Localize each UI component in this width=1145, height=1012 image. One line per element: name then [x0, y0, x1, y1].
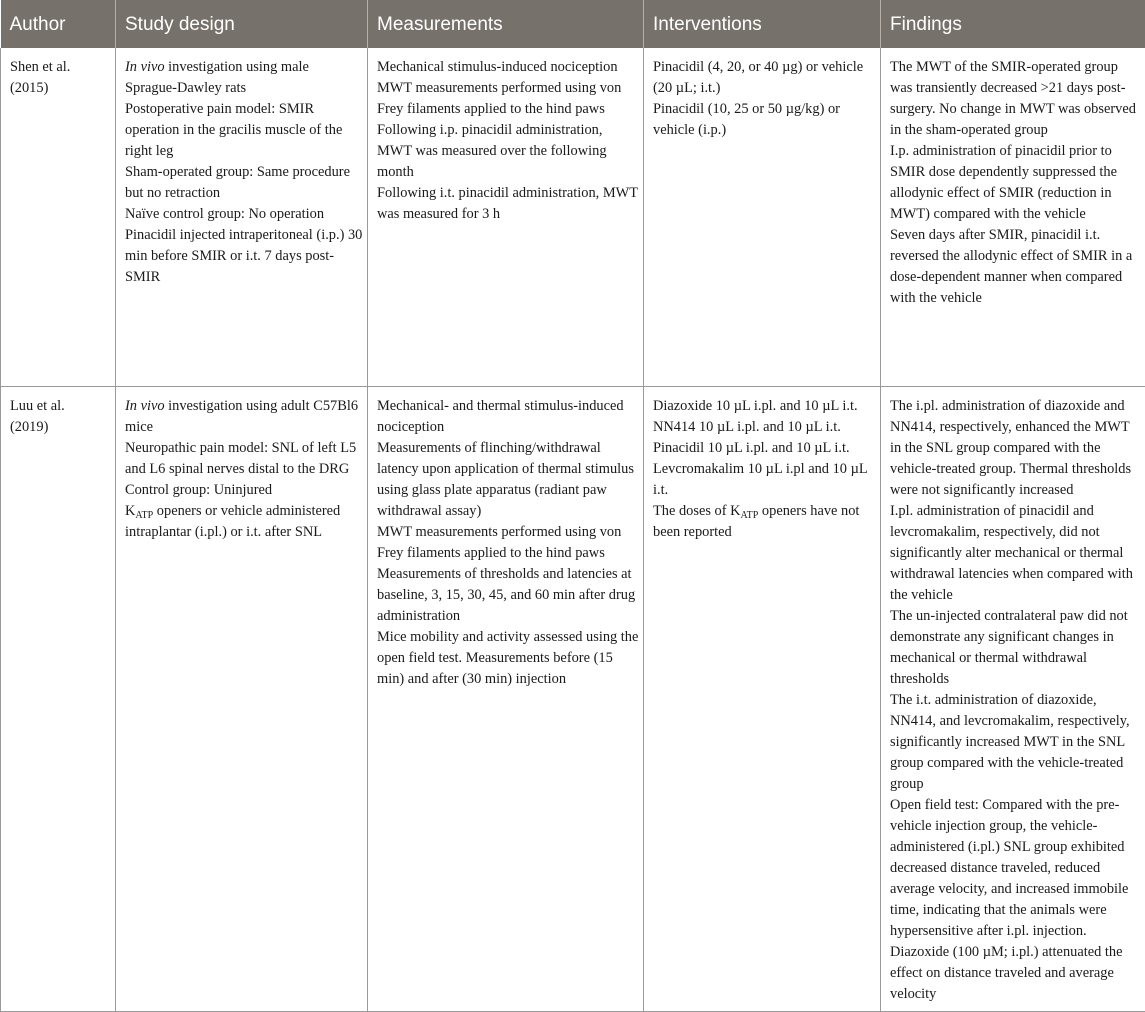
measurement-line: Measurements of flinching/withdrawal latency upon application of thermal stimulus using glass plate apparatus (radiant paw withdrawal assay) [377, 438, 639, 522]
findings-cell [881, 386, 1145, 1011]
intervention-line: Pinacidil 10 µL i.pl. and 10 µL i.t. [653, 438, 876, 459]
header-row [1, 0, 1145, 48]
header-measurements: Measurements [368, 0, 644, 48]
finding-line: Seven days after SMIR, pinacidil i.t. reversed the allodynic effect of SMIR in a dose-dependent manner when compared with the vehicle [890, 225, 1141, 309]
intervention-line: Pinacidil (4, 20, or 40 µg) or vehicle (20 µL; i.t.) [653, 57, 876, 99]
header-study-design: Study design [116, 0, 368, 48]
table-header [1, 0, 1145, 48]
interventions-cell [644, 386, 881, 1011]
interventions-cell [644, 48, 881, 386]
header-author: Author [1, 0, 116, 48]
measurement-line: Measurements of thresholds and latencies at baseline, 3, 15, 30, 45, and 60 min after drug administration [377, 564, 639, 627]
measurements-cell [368, 48, 644, 386]
design-line: In vivo investigation using adult C57Bl6 mice [125, 396, 363, 438]
author-cell: Shen et al. (2015) [1, 48, 116, 386]
measurements-cell [368, 386, 644, 1011]
measurement-line: Mice mobility and activity assessed using the open field test. Measurements before (15 min) and after (30 min) injection [377, 627, 639, 690]
finding-line: The un-injected contralateral paw did not demonstrate any significant changes in mechanical or thermal withdrawal thresholds [890, 606, 1141, 690]
finding-line: The i.pl. administration of diazoxide and NN414, respectively, enhanced the MWT in the SNL group compared with the vehicle-treated group. Thermal thresholds were not significantly increased [890, 396, 1141, 501]
measurement-line: Mechanical- and thermal stimulus-induced nociception [377, 396, 639, 438]
design-line: Naïve control group: No operation [125, 204, 363, 225]
design-line: Neuropathic pain model: SNL of left L5 and L6 spinal nerves distal to the DRG [125, 438, 363, 480]
finding-line: I.pl. administration of pinacidil and levcromakalim, respectively, did not significantly alter mechanical or thermal withdrawal latencies when compared with the vehicle [890, 501, 1141, 606]
design-line: In vivo investigation using male Sprague-Dawley rats [125, 57, 363, 99]
design-line: Sham-operated group: Same procedure but no retraction [125, 162, 363, 204]
finding-line: I.p. administration of pinacidil prior to SMIR dose dependently suppressed the allodynic effect of SMIR (reduction in MWT) compared with the vehicle [890, 141, 1141, 225]
design-line: Postoperative pain model: SMIR operation in the gracilis muscle of the right leg [125, 99, 363, 162]
measurement-line: MWT measurements performed using von Frey filaments applied to the hind paws [377, 522, 639, 564]
header-findings: Findings [881, 0, 1145, 48]
findings-cell [881, 48, 1145, 386]
intervention-line: The doses of $K_{ATP}$ openers have not been reported [653, 501, 876, 543]
measurement-line: MWT measurements performed using von Frey filaments applied to the hind paws [377, 78, 639, 120]
table-row [1, 386, 1145, 1011]
intervention-line: Diazoxide 10 µL i.pl. and 10 µL i.t. [653, 396, 876, 417]
design-line: $K_{ATP}$ openers or vehicle administered intraplantar (i.pl.) or i.t. after SNL [125, 501, 363, 543]
measurement-line: Mechanical stimulus-induced nociception [377, 57, 639, 78]
measurement-line: Following i.p. pinacidil administration, MWT was measured over the following month [377, 120, 639, 183]
intervention-line: Pinacidil (10, 25 or 50 µg/kg) or vehicle (i.p.) [653, 99, 876, 141]
design-line: Pinacidil injected intraperitoneal (i.p.) 30 min before SMIR or i.t. 7 days post-SMIR [125, 225, 363, 288]
finding-line: The MWT of the SMIR-operated group was transiently decreased >21 days post-surgery. No change in MWT was observed in the sham-operated group [890, 57, 1141, 141]
finding-line: Open field test: Compared with the pre-vehicle injection group, the vehicle-administered (i.pl.) SNL group exhibited decreased distance traveled, reduced average velocity, and increased immobile time, indicating that the animals were hypersensitive after i.pl. injection. Diazoxide (100 µM; i.pl.) attenuated the effect on distance traveled and average velocity [890, 795, 1141, 1005]
measurement-line: Following i.t. pinacidil administration, MWT was measured for 3 h [377, 183, 639, 225]
intervention-line: Levcromakalim 10 µL i.pl and 10 µL i.t. [653, 459, 876, 501]
table-row [1, 48, 1145, 386]
design-line: Control group: Uninjured [125, 480, 363, 501]
header-interventions: Interventions [644, 0, 881, 48]
study-design-cell [116, 386, 368, 1011]
author-cell: Luu et al. (2019) [1, 386, 116, 1011]
study-design-cell [116, 48, 368, 386]
intervention-line: NN414 10 µL i.pl. and 10 µL i.t. [653, 417, 876, 438]
finding-line: The i.t. administration of diazoxide, NN414, and levcromakalim, respectively, significantly increased MWT in the SNL group compared with the vehicle-treated group [890, 690, 1141, 795]
